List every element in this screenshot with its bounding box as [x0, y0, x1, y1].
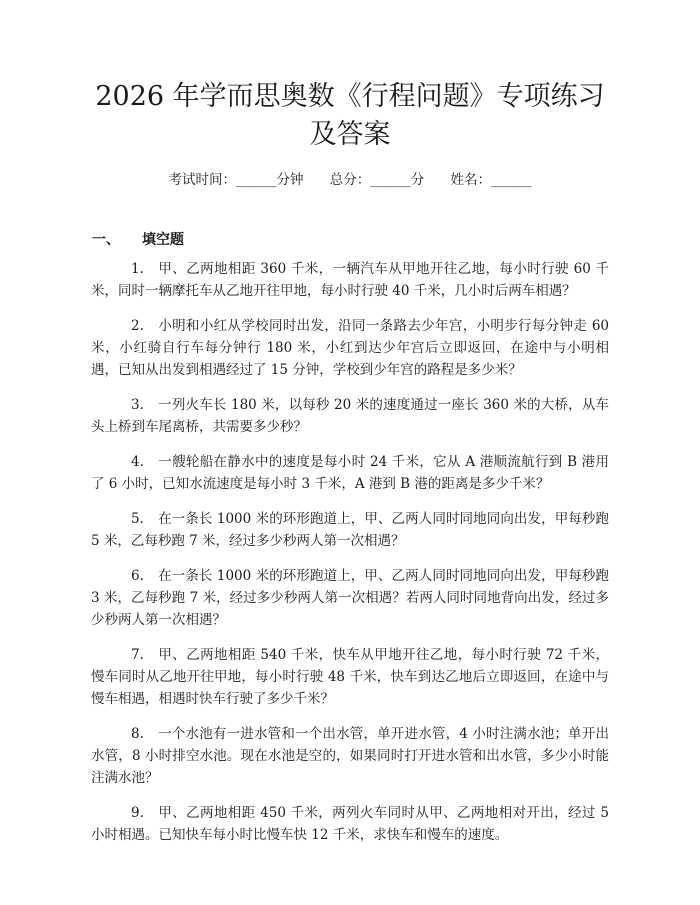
question-list [91, 258, 609, 859]
exam-time-blank: ______ [235, 172, 277, 188]
question-number: 7. [131, 647, 144, 663]
question-item [91, 644, 609, 710]
question-item [91, 451, 609, 495]
question-number: 8. [131, 726, 144, 742]
question-item [91, 315, 609, 381]
question-number: 9. [131, 805, 144, 821]
total-score-blank: ______ [370, 172, 411, 188]
exam-time-field [168, 168, 303, 188]
section-heading [92, 229, 184, 249]
question-text: 一个水池有一进水管和一个出水管，单开进水管，4 小时注满水池；单开出水管，8 小时排空水池。现在水池是空的，如果同时打开进水管和出水管，多少小时能注满水池？ [91, 726, 609, 786]
question-number: 2. [131, 318, 144, 334]
question-text: 一列火车长 180 米，以每秒 20 米的速度通过一座长 360 米的大桥，从车头上桥到车尾离桥，共需要多少秒？ [91, 397, 609, 435]
section-number: 一、 [92, 232, 120, 248]
section-title: 填空题 [142, 232, 184, 248]
exam-info-line [0, 168, 700, 188]
document-title: 2026 年学而思奥数《行程问题》专项练习及答案 [95, 81, 605, 150]
question-text: 甲、乙两地相距 540 千米，快车从甲地开往乙地，每小时行驶 72 千米，慢车同时从乙地开往甲地，每小时行驶 48 千米，快车到达乙地后立即返回，在途中与慢车相遇，相遇时快车行驶了多少千米？ [91, 647, 609, 707]
question-text: 一艘轮船在静水中的速度是每小时 24 千米，它从 A 港顺流航行到 B 港用了 6 小时，已知水流速度是每小时 3 千米，A 港到 B 港的距离是多少千米？ [91, 454, 609, 492]
question-text: 小明和小红从学校同时出发，沿同一条路去少年宫，小明步行每分钟走 60 米，小红骑自行车每分钟行 180 米，小红到达少年宫后立即返回，在途中与小明相遇，已知从出发到相遇经过了 15 分钟，学校到少年宫的路程是多少米？ [91, 318, 609, 378]
question-item [91, 565, 609, 631]
total-score-unit: 分 [410, 172, 425, 188]
question-item [91, 723, 609, 789]
question-item [91, 508, 609, 552]
question-item [91, 258, 609, 302]
question-text: 甲、乙两地相距 360 千米，一辆汽车从甲地开往乙地，每小时行驶 60 千米，同时一辆摩托车从乙地开往甲地，每小时行驶 40 千米，几小时后两车相遇？ [91, 261, 609, 299]
question-number: 4. [131, 454, 144, 470]
question-text: 在一条长 1000 米的环形跑道上，甲、乙两人同时同地同向出发，甲每秒跑 5 米，乙每秒跑 7 米，经过多少秒两人第一次相遇？ [91, 511, 609, 549]
name-field [451, 168, 532, 188]
total-score-label: 总分： [329, 172, 371, 188]
name-label: 姓名： [450, 172, 492, 188]
question-number: 6. [131, 568, 144, 584]
question-text: 在一条长 1000 米的环形跑道上，甲、乙两人同时同地同向出发，甲每秒跑 3 米，乙每秒跑 7 米，经过多少秒两人第一次相遇？若两人同时同地背向出发，经过多少秒两人第一次相遇？ [91, 568, 609, 628]
question-text: 甲、乙两地相距 450 千米，两列火车同时从甲、乙两地相对开出，经过 5 小时相遇。已知快车每小时比慢车快 12 千米，求快车和慢车的速度。 [91, 805, 609, 843]
question-item [91, 802, 609, 846]
name-blank: ______ [491, 172, 532, 188]
question-number: 5. [131, 511, 144, 527]
question-number: 3. [131, 397, 144, 413]
exam-time-label: 考试时间： [168, 172, 236, 188]
question-number: 1. [131, 261, 144, 277]
total-score-field [330, 168, 425, 188]
question-item [91, 394, 609, 438]
exam-time-unit: 分钟 [276, 172, 304, 188]
